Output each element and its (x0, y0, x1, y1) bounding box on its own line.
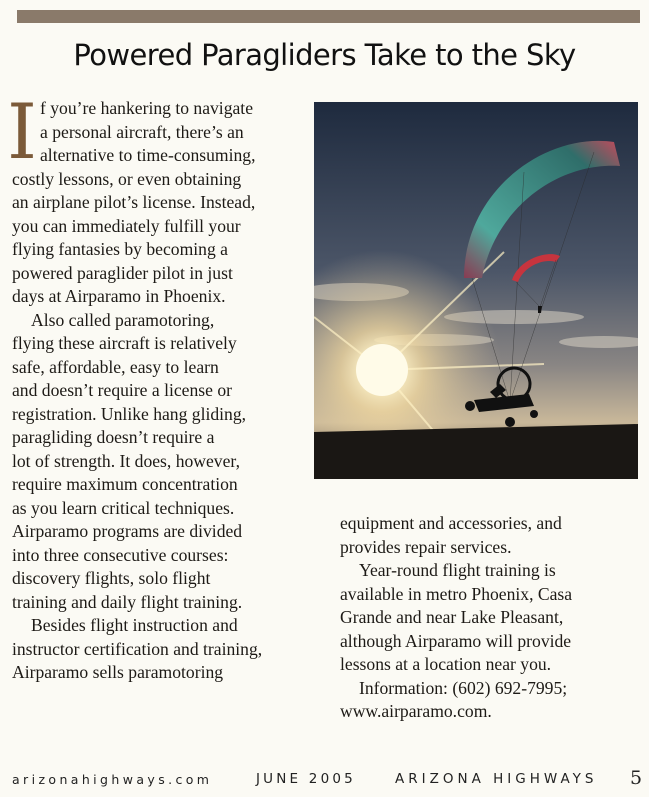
text-line: although Airparamo will provide (340, 630, 572, 651)
text-line: alternative to time-consuming, (40, 145, 256, 165)
text-line: paragliding doesn’t require a (12, 427, 215, 447)
text-line: flying fantasies by becoming a (12, 239, 228, 259)
text-line: discovery flights, solo flight (12, 568, 211, 588)
text-line: lot of strength. It does, however, (12, 450, 240, 471)
text-line: you can immediately fulfill your (12, 215, 241, 236)
ground (314, 424, 638, 479)
text-line: safe, affordable, easy to learn (12, 356, 219, 377)
text-line: training and daily flight training. (12, 591, 243, 612)
text-line: flying these aircraft is relatively (12, 333, 237, 353)
text-line: Airparamo sells paramotoring (12, 662, 224, 682)
text-line: into three consecutive courses: (12, 544, 229, 565)
page-number: 5 (630, 767, 643, 789)
text-line: equipment and accessories, and (340, 513, 562, 533)
text-line: and doesn’t require a license or (12, 380, 232, 400)
text-line: provides repair services. (340, 536, 512, 557)
article-column-left (12, 97, 312, 685)
text-line: lessons at a location near you. (340, 654, 552, 674)
text-line: Also called paramotoring, (31, 309, 215, 330)
text-line: powered paraglider pilot in just (12, 262, 233, 283)
text-line: days at Airparamo in Phoenix. (12, 286, 226, 306)
footer-issue-date: JUNE 2005 (256, 771, 356, 787)
text-line: Airparamo programs are divided (12, 521, 243, 541)
article-column-right (340, 512, 640, 724)
footer-website: arizonahighways.com (12, 772, 213, 787)
photo-illustration (314, 102, 638, 479)
text-line: f you’re hankering to navigate (40, 98, 253, 118)
text-line: registration. Unlike hang gliding, (12, 403, 247, 424)
text-line: an airplane pilot’s license. Instead, (12, 192, 256, 212)
text-line: costly lessons, or even obtaining (12, 168, 242, 189)
text-line: Year-round flight training is (359, 560, 556, 580)
footer-magazine-name: ARIZONA HIGHWAYS (395, 771, 598, 787)
text-line: www.airparamo.com. (340, 701, 492, 721)
text-line: a personal aircraft, there’s an (40, 121, 244, 142)
page-footer (12, 767, 643, 792)
text-line: instructor certification and training, (12, 638, 263, 659)
top-rule (17, 10, 640, 23)
headline: Powered Paragliders Take to the Sky (73, 38, 576, 72)
drop-cap: I (7, 87, 38, 176)
text-line: as you learn critical techniques. (12, 497, 235, 518)
text-line: available in metro Phoenix, Casa (340, 583, 573, 604)
text-line: Besides flight instruction and (31, 615, 238, 635)
sun (356, 344, 408, 396)
text-line: Grande and near Lake Pleasant, (340, 607, 564, 627)
text-line: Information: (602) 692-7995; (359, 677, 568, 698)
text-line: require maximum concentration (12, 474, 238, 494)
paraglider-sunset-photo (314, 102, 638, 479)
